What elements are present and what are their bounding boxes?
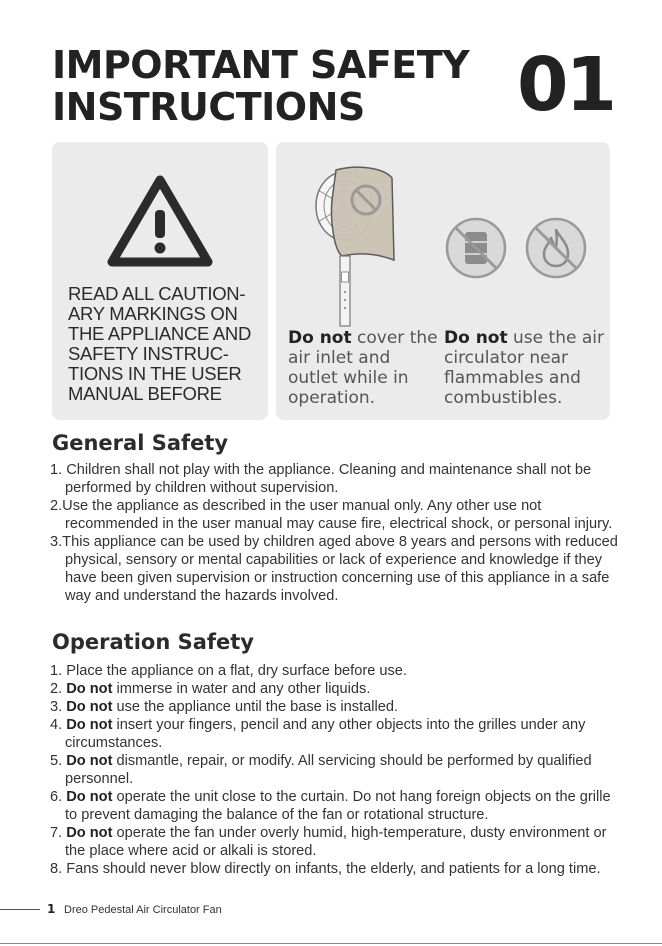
warning-panel [52,142,268,420]
title-line-1: IMPORTANT SAFETY [52,43,470,87]
item-bold-lead: Do not [66,681,113,697]
item-number: 6. [50,789,67,805]
item-bold-lead: Do not [66,753,113,769]
item-number: 2. [50,498,63,514]
item-text: immerse in water and any other liquids. [112,681,371,697]
operation-safety-heading: Operation Safety [52,630,254,654]
page-title [52,44,469,128]
item-text: dismantle, repair, or modify. All servicing should be performed by qualified personnel. [65,753,592,787]
list-item [50,860,622,878]
item-text: insert your fingers, pencil and any other objects into the grilles under any circumstances. [65,717,586,751]
no-fuel-barrel-icon [444,216,508,280]
list-item [50,461,622,497]
page-number: 1 [47,902,56,916]
item-bold-lead: Do not [66,789,113,805]
item-text: Place the appliance on a flat, dry surface before use. [66,663,407,679]
item-text: This appliance can be used by children aged above 8 years and persons with reduced physical, sensory or mental capabilities or lack of experience and knowledge if they have been given supervision or instruction concerning use of this appliance in a safe way and understand the hazards involved. [62,534,618,604]
item-number: 3. [50,534,63,550]
general-safety-heading: General Safety [52,431,229,455]
list-item [50,698,622,716]
warning-text: READ ALL CAUTION- ARY MARKINGS ON THE APPLIANCE AND SAFETY INSTRUC- TIONS IN THE USER MANUAL BEFORE [68,283,252,404]
item-text: Use the appliance as described in the user manual only. Any other use not recommended in the user manual may cause fire, electrical shock, or personal injury. [62,498,613,532]
list-item [50,824,622,860]
item-number: 1. [50,462,67,478]
item-text: Fans should never blow directly on infants, the elderly, and patients for a long time. [66,861,601,877]
item-number: 8. [50,861,67,877]
item-text: use the appliance until the base is installed. [112,699,399,715]
title-line-2: INSTRUCTIONS [52,85,365,129]
item-bold-lead: Do not [66,825,113,841]
caption-bold-lead: Do not [444,328,508,348]
covered-fan-illustration [300,160,396,330]
item-text: operate the fan under overly humid, high-temperature, dusty environment or the place where acid or alkali is stored. [65,825,607,859]
operation-safety-list [50,662,622,878]
list-item [50,533,622,605]
item-number: 7. [50,825,67,841]
item-number: 1. [50,663,67,679]
item-number: 5. [50,753,67,769]
page-bottom-rule [0,943,662,944]
item-text: Children shall not play with the appliance. Cleaning and maintenance shall not be performed by children without supervision. [65,462,592,496]
caption-bold-lead: Do not [288,328,352,348]
list-item [50,752,622,788]
cover-warning-caption [288,328,438,408]
list-item [50,680,622,698]
general-safety-list [50,461,622,605]
list-item [50,716,622,752]
illustration-panel [276,142,610,420]
caption-body: use the air circulator near flammables and combustibles. [444,328,604,408]
flammables-warning-caption [444,328,610,408]
list-item [50,788,622,824]
item-text: operate the unit close to the curtain. Do not hang foreign objects on the grille to prevent damaging the balance of the fan or rotational structure. [65,789,611,823]
list-item [50,662,622,680]
item-number: 3. [50,699,67,715]
caption-body: cover the air inlet and outlet while in operation. [288,328,438,408]
chapter-number: 01 [517,42,614,128]
item-number: 4. [50,717,67,733]
item-bold-lead: Do not [66,699,113,715]
warning-triangle-icon [104,172,216,270]
footer-rule [0,909,40,910]
item-number: 2. [50,681,67,697]
no-fire-icon [524,216,588,280]
footer-product-name: Dreo Pedestal Air Circulator Fan [64,904,222,916]
item-bold-lead: Do not [66,717,113,733]
list-item [50,497,622,533]
